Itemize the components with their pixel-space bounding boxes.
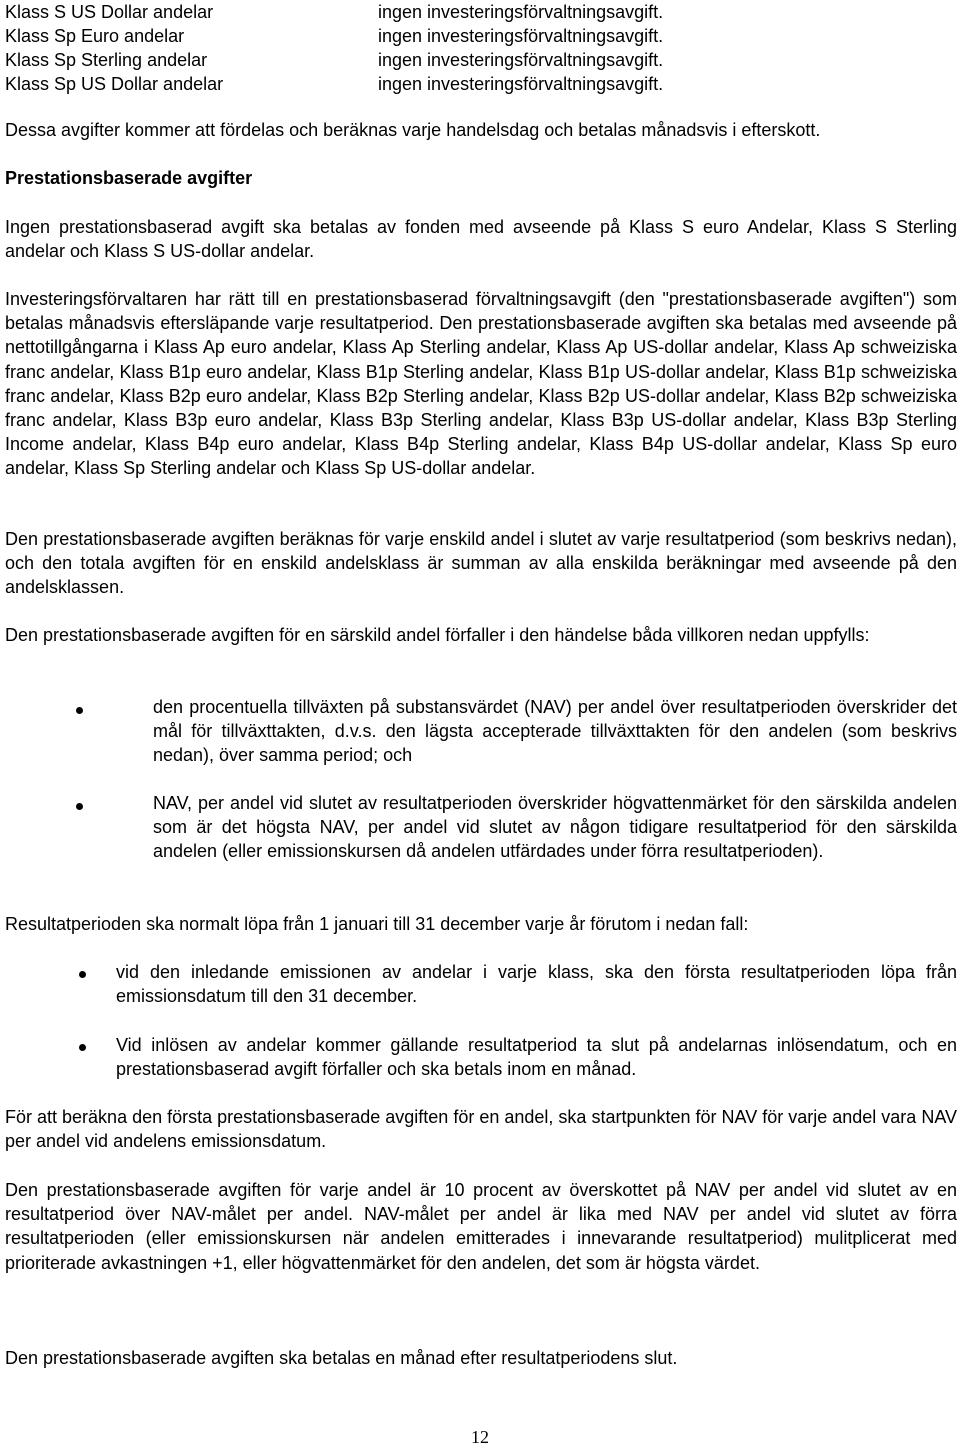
- fee-class-name: Klass S US Dollar andelar: [5, 2, 214, 22]
- fee-row: [5, 24, 905, 48]
- fee-row: [5, 48, 905, 72]
- bullet-icon: [76, 803, 83, 810]
- fees-note: Dessa avgifter kommer att fördelas och beräknas varje handelsdag och betalas månadsvis i efterskott.: [5, 120, 821, 140]
- fee-class-name: Klass Sp Euro andelar: [5, 26, 185, 46]
- page-number: 12: [471, 1427, 489, 1447]
- exception-item: Vid inlösen av andelar kommer gällande resultatperiod ta slut på andelarnas inlösendatum, och en prestationsbaserad avgift förfaller och ska betals inom en månad.: [116, 1035, 957, 1080]
- condition-item: NAV, per andel vid slutet av resultatperioden överskrider högvattenmärket för den särskilda andelen som är det högsta NAV, per andel vid slutet av någon tidigare resultatperiod för den särskilda andelen (eller emissionskursen då andelen utfärdades under förra resultatperioden).: [153, 793, 957, 862]
- paragraph-period: Resultatperioden ska normalt löpa från 1 januari till 31 december varje år förutom i nedan fall:: [5, 914, 749, 934]
- paragraph-due-conditions: Den prestationsbaserade avgiften för en särskild andel förfaller i den händelse båda villkoren nedan uppfylls:: [5, 625, 870, 645]
- fee-class-name: Klass Sp Sterling andelar: [5, 50, 208, 70]
- fee-row: [5, 72, 905, 96]
- exception-item: vid den inledande emissionen av andelar i varje klass, ska den första resultatperioden löpa från emissionsdatum till den 31 december.: [116, 962, 957, 1007]
- fee-class-name: Klass Sp US Dollar andelar: [5, 74, 224, 94]
- fee-row: [5, 0, 905, 24]
- paragraph-manager-fee: Investeringsförvaltaren har rätt till en prestationsbaserad förvaltningsavgift (den "prestationsbaserade avgiften") som betalas månadsvis eftersläpande varje resultatperiod. Den prestationsbaserade avgiften ska betalas med avseende på nettotillgångarna i Klass Ap euro andelar, Klass Ap Sterling andelar, Klass Ap US-dollar andelar, Klass Ap schweiziska franc andelar, Klass B1p euro andelar, Klass B1p Sterling andelar, Klass B1p US-dollar andelar, Klass B1p schweiziska franc andelar, Klass B2p euro andelar, Klass B2p Sterling andelar, Klass B2p US-dollar andelar, Klass B2p schweiziska franc andelar, Klass B3p euro andelar, Klass B3p Sterling andelar, Klass B3p US-dollar andelar, Klass B3p Sterling Income andelar, Klass B4p euro andelar, Klass B4p Sterling andelar, Klass B4p US-dollar andelar, Klass Sp euro andelar, Klass Sp Sterling andelar och Klass Sp US-dollar andelar.: [5, 289, 957, 479]
- paragraph-no-fee: Ingen prestationsbaserad avgift ska betalas av fonden med avseende på Klass S euro Andelar, Klass S Sterling andelar och Klass S US-dollar andelar.: [5, 217, 957, 262]
- fee-description: ingen investeringsförvaltningsavgift.: [378, 2, 664, 22]
- paragraph-percent: Den prestationsbaserade avgiften för varje andel är 10 procent av överskottet på NAV per andel vid slutet av en resultatperiod över NAV-målet per andel. NAV-målet per andel är lika med NAV per andel vid slutet av förra resultatperioden (eller emissionskursen när andelen emitterades i innevarande resultatperiod) mulitplicerat med prioriterade avkastningen +1, eller högvattenmärket för den andelen, det som är högsta värdet.: [5, 1180, 957, 1273]
- paragraph-payment: Den prestationsbaserade avgiften ska betalas en månad efter resultatperiodens slut.: [5, 1348, 678, 1368]
- bullet-icon: [79, 1044, 86, 1051]
- bullet-icon: [76, 707, 83, 714]
- section-heading: Prestationsbaserade avgifter: [5, 168, 253, 188]
- fee-description: ingen investeringsförvaltningsavgift.: [378, 26, 664, 46]
- fee-description: ingen investeringsförvaltningsavgift.: [378, 74, 664, 94]
- fee-table: [5, 0, 905, 96]
- condition-item: den procentuella tillväxten på substansvärdet (NAV) per andel över resultatperioden överskrider det mål för tillväxttakten, d.v.s. den lägsta accepterade tillväxttakten för den andelen (som beskrivs nedan), över samma period; och: [153, 697, 957, 766]
- paragraph-calculation: Den prestationsbaserade avgiften beräknas för varje enskild andel i slutet av varje resultatperiod (som beskrivs nedan), och den totala avgiften för en enskild andelsklass är summan av alla enskilda beräkningar med avseende på den andelsklassen.: [5, 529, 957, 598]
- paragraph-first-calculation: För att beräkna den första prestationsbaserade avgiften för en andel, ska startpunkten för NAV för varje andel vara NAV per andel vid andelens emissionsdatum.: [5, 1107, 957, 1152]
- fee-description: ingen investeringsförvaltningsavgift.: [378, 50, 664, 70]
- bullet-icon: [79, 971, 86, 978]
